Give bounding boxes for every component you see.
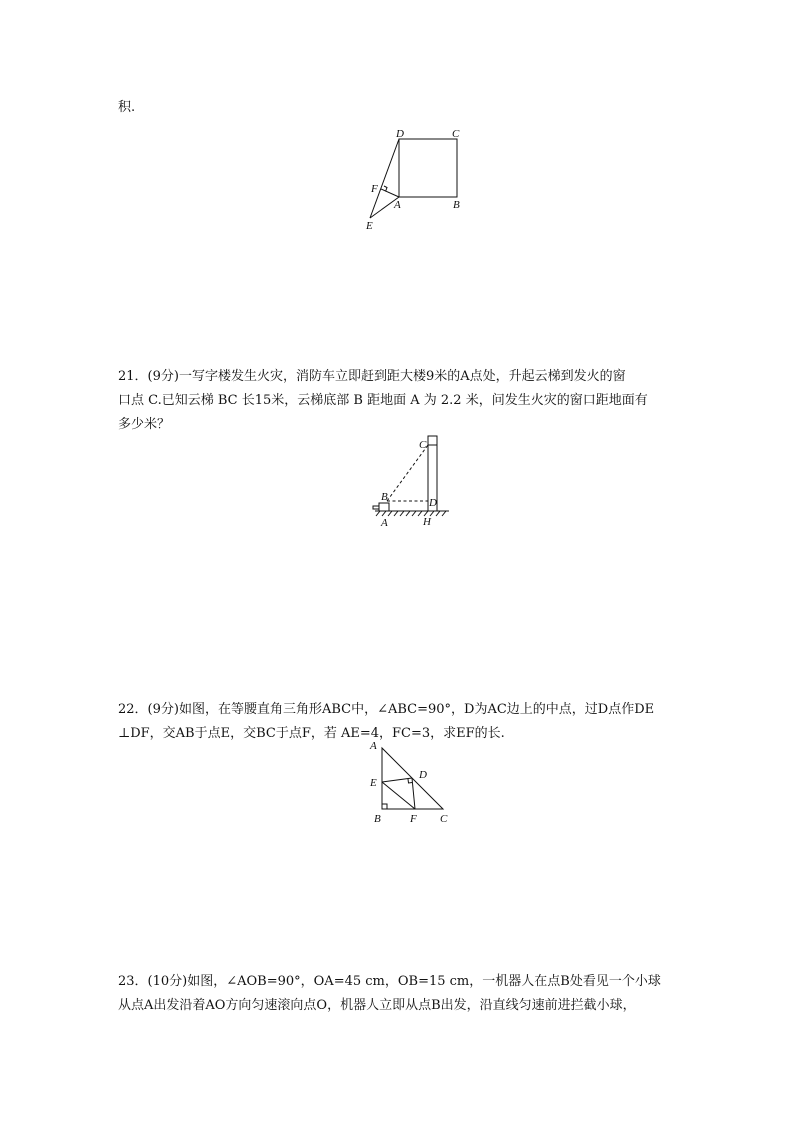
figure-square-abcd: [360, 125, 470, 235]
hatch-3: [388, 511, 392, 516]
hatch-5: [400, 511, 404, 516]
label-h: H: [423, 516, 431, 528]
right-angle-mark-b: [382, 804, 387, 809]
q23-line-1: 23．(10分)如图，∠AOB=90°，OA=45 cm，OB=15 cm，一机器人在点B处看见一个小球: [118, 974, 661, 989]
segment-df: [412, 778, 415, 809]
q22-line-1: 22．(9分)如图，在等腰直角三角形ABC中，∠ABC=90°，D为AC边上的中点，过D点作DE: [118, 702, 655, 717]
label-c: C: [440, 813, 448, 825]
hatch-2: [382, 511, 386, 516]
label-e: E: [366, 220, 373, 232]
figure-isosceles-right-triangle: [365, 738, 455, 830]
hatch-11: [436, 511, 440, 516]
square-abcd: [399, 139, 457, 197]
q22-line-2: ⊥DF，交AB于点E，交BC于点F，若 AE=4，FC=3，求EF的长.: [118, 726, 505, 741]
segment-af: [381, 189, 399, 197]
hatch-7: [412, 511, 416, 516]
hatch-8: [418, 511, 422, 516]
hatch-6: [406, 511, 410, 516]
label-e: E: [370, 777, 377, 789]
label-c: C: [419, 439, 427, 451]
hatch-4: [394, 511, 398, 516]
label-b: B: [453, 199, 460, 211]
label-b: B: [374, 813, 381, 825]
label-d: D: [396, 128, 404, 140]
ladder-bc: [387, 445, 428, 501]
label-f: F: [371, 183, 378, 195]
label-f: F: [410, 813, 417, 825]
fire-truck: [379, 503, 389, 511]
label-c: C: [452, 128, 460, 140]
q21-line-3: 多少米？: [118, 417, 171, 432]
label-a: A: [394, 199, 401, 211]
segment-ed: [382, 778, 412, 782]
q21-line-2: 口点 C.已知云梯 BC 长15米，云梯底部 B 距地面 A 为 2.2 米，问发生火灾的窗口距地面有: [118, 393, 648, 408]
hatch-12: [442, 511, 446, 516]
label-d: D: [429, 497, 437, 509]
truck-cab: [373, 506, 379, 509]
q21-line-1: 21．(9分)一写字楼发生火灾，消防车立即赶到距大楼9米的A点处，升起云梯到发火的窗: [118, 369, 626, 384]
label-b: B: [381, 491, 388, 503]
label-d: D: [419, 769, 427, 781]
hatch-1: [376, 511, 380, 516]
q23-line-2: 从点A出发沿着AO方向匀速滚向点O，机器人立即从点B出发，沿直线匀速前进拦截小球，: [118, 998, 636, 1013]
continuation-text: 积.: [118, 100, 136, 115]
label-a: A: [381, 517, 388, 529]
figure-fire-ladder: [365, 430, 460, 530]
label-a: A: [370, 740, 377, 752]
